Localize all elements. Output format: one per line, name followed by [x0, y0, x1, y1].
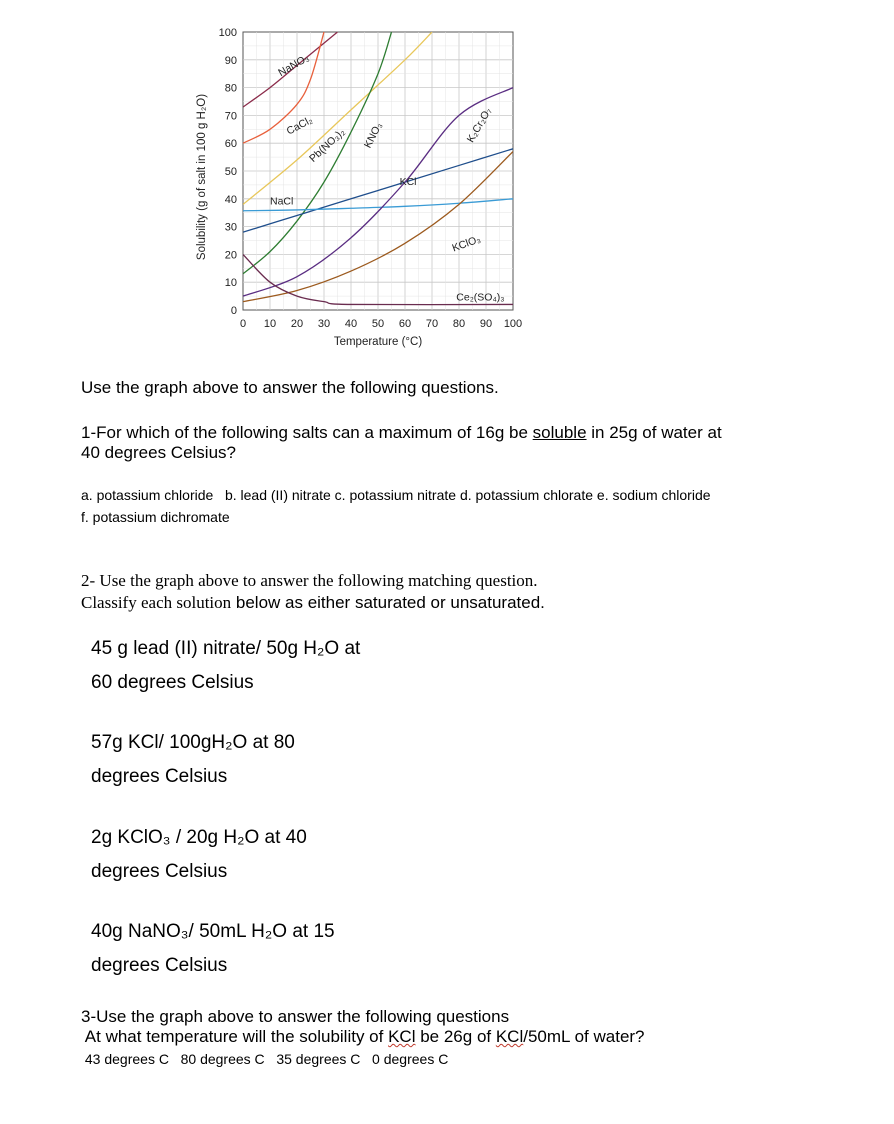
q3-kcl-2: KCl	[495, 1027, 524, 1046]
x-tick-label: 20	[290, 318, 304, 330]
series-label-kcl: KCl	[399, 175, 417, 188]
q3-line1: 3-Use the graph above to answer the following questions	[81, 1007, 510, 1026]
q1-options-line2: f. potassium dichromate	[81, 509, 230, 525]
y-axis-label: Solubility (g of salt in 100 g H₂O)	[196, 93, 208, 261]
series-label-nacl: NaCl	[270, 195, 294, 208]
y-tick-label: 70	[224, 110, 237, 123]
q3-kcl-1: KCl	[388, 1027, 416, 1046]
intro-text: Use the graph above to answer the following questions.	[81, 378, 499, 397]
item-kclo3	[91, 821, 307, 889]
q3-text-c: /50mL of water?	[523, 1027, 645, 1046]
x-tick-label: 70	[425, 318, 439, 330]
item-kclo3-line2: degrees Celsius	[91, 861, 228, 882]
series-label-cacl2: CaCl₂	[284, 114, 315, 138]
item-pbno3-line1: 45 g lead (II) nitrate/ 50g H₂O at	[91, 638, 361, 659]
y-tick-label: 20	[224, 249, 237, 262]
q1-text-b: in 25g of water at	[586, 423, 722, 442]
q1-soluble-underlined: soluble	[532, 423, 587, 442]
y-tick-label: 0	[230, 305, 237, 317]
x-tick-label: 30	[317, 318, 331, 330]
q2-text-a: Classify each solution	[81, 593, 232, 612]
series-label-nano3: NaNO₃	[276, 51, 312, 80]
solubility-chart-svg	[190, 20, 530, 350]
series-label-pb-no3-2: Pb(NO₃)₂	[307, 126, 348, 165]
series-label-ce2-so4-3: Ce₂(SO₄)₃	[456, 291, 505, 304]
y-tick-label: 100	[218, 27, 237, 39]
item-nano3-line2: degrees Celsius	[91, 955, 228, 976]
item-pbno3-line2: 60 degrees Celsius	[91, 672, 254, 693]
q3-line2	[81, 1027, 645, 1047]
y-tick-label: 50	[224, 166, 237, 178]
x-axis-label: Temperature (°C)	[333, 336, 423, 348]
q1-options-line1: a. potassium chloride b. lead (II) nitrate c. potassium nitrate d. potassium chlorate e. sodium chloride	[81, 487, 711, 503]
x-tick-label: 10	[263, 318, 277, 330]
q1-line1	[81, 423, 722, 443]
q2-line2	[81, 592, 545, 614]
item-kcl-line2: degrees Celsius	[91, 766, 228, 787]
item-pbno3	[91, 632, 360, 700]
y-tick-label: 90	[224, 54, 237, 67]
q1-text-a: 1-For which of the following salts can a maximum of 16g be	[81, 423, 533, 442]
y-tick-label: 30	[224, 221, 237, 234]
q3-options: 43 degrees C 80 degrees C 35 degrees C 0 degrees C	[81, 1051, 449, 1067]
y-tick-label: 80	[224, 82, 237, 95]
item-kcl	[91, 726, 295, 794]
y-tick-label: 10	[224, 277, 237, 290]
item-nano3-line1: 40g NaNO₃/ 50mL H₂O at 15	[91, 921, 335, 942]
item-nano3	[91, 915, 335, 983]
series-label-kclo3: KClO₃	[450, 233, 483, 255]
series-label-kno3: KNO₃	[361, 120, 385, 151]
x-tick-label: 80	[452, 318, 466, 330]
x-tick-label: 0	[239, 318, 247, 330]
x-tick-label: 50	[371, 318, 385, 330]
item-kclo3-line1: 2g KClO₃ / 20g H₂O at 40	[91, 827, 307, 848]
x-tick-label: 90	[479, 318, 493, 330]
series-label-k2cr2o7: K₂Cr₂O₇	[464, 105, 495, 145]
x-tick-label: 100	[503, 318, 523, 330]
q3-text-b: be 26g of	[415, 1027, 496, 1046]
q1-line2: 40 degrees Celsius?	[81, 443, 236, 462]
x-tick-label: 60	[398, 318, 412, 330]
item-kcl-line1: 57g KCl/ 100gH₂O at 80	[91, 732, 295, 753]
q3-text-a: At what temperature will the solubility of	[81, 1027, 389, 1046]
q2-line1: 2- Use the graph above to answer the following matching question.	[81, 571, 538, 590]
y-tick-label: 40	[224, 193, 237, 206]
x-tick-label: 40	[344, 318, 358, 330]
y-tick-label: 60	[224, 138, 237, 151]
q2-text-b: below as either saturated or unsaturated.	[231, 593, 545, 612]
solubility-chart	[190, 20, 530, 350]
